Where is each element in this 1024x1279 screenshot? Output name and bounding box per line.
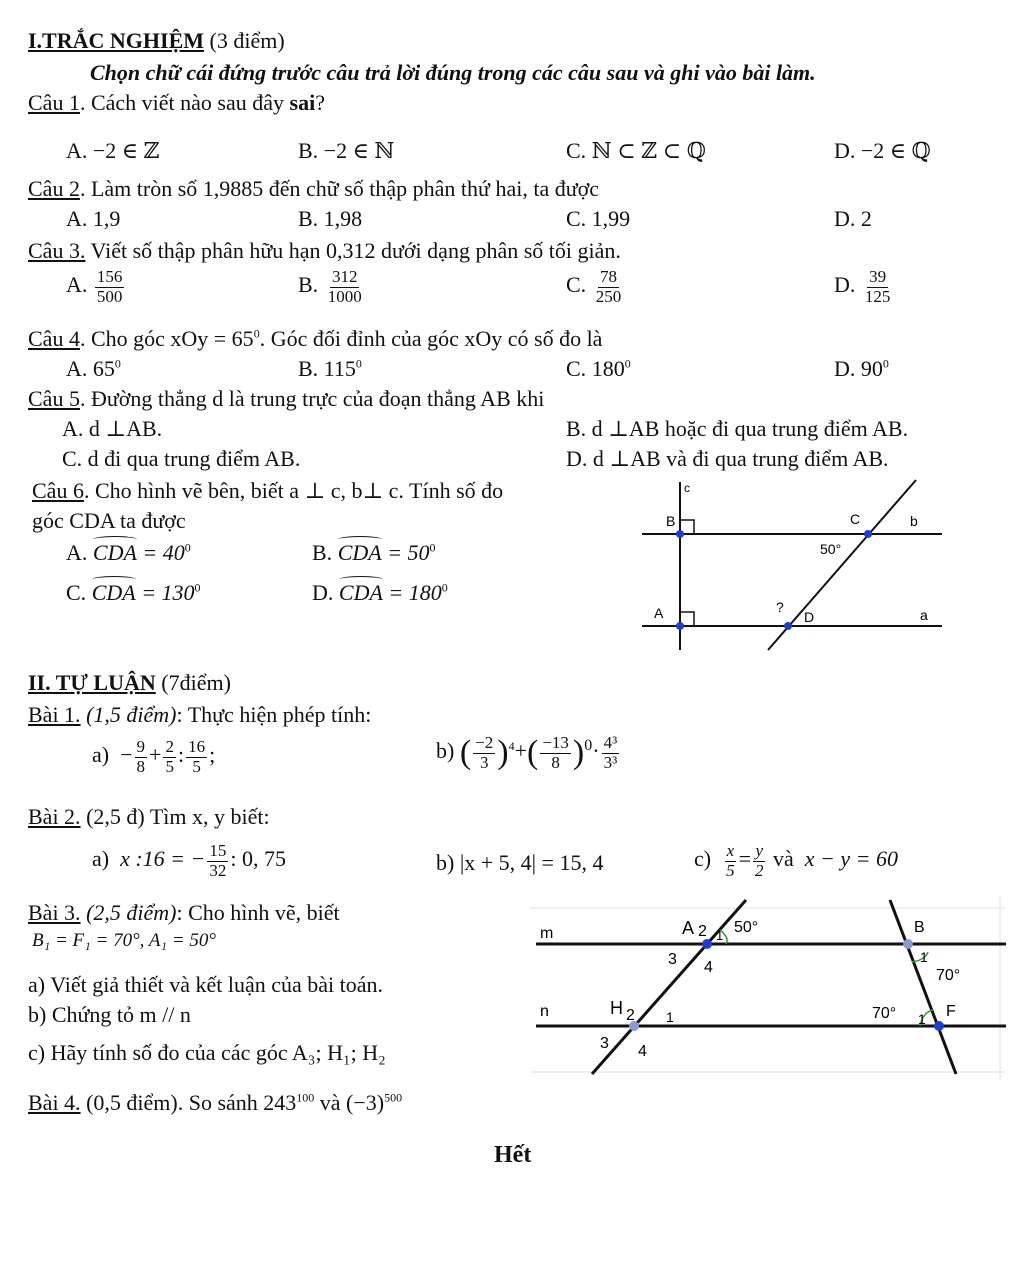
q1-stem bbox=[28, 90, 325, 115]
denominator: 5 bbox=[726, 860, 735, 880]
bai3-given: B₁ = F₁ = 70°, A₁ = 50° bbox=[32, 930, 216, 951]
label-c: c bbox=[684, 481, 690, 495]
point-b bbox=[676, 530, 684, 538]
q6-stem bbox=[32, 478, 503, 503]
point-B bbox=[903, 939, 913, 949]
denominator: 125 bbox=[864, 286, 891, 306]
bai4-text: (0,5 điểm). So sánh bbox=[80, 1090, 264, 1115]
bai4-label: Bài 4. bbox=[28, 1090, 81, 1115]
numerator: 78 bbox=[599, 267, 617, 286]
label-h1: 1 bbox=[666, 1009, 674, 1025]
numerator: 39 bbox=[869, 267, 887, 286]
point-F bbox=[934, 1021, 944, 1031]
angle-symbol: CDA bbox=[337, 540, 382, 565]
numerator: 2 bbox=[165, 737, 174, 756]
q2-opt-c: C. 1,99 bbox=[566, 206, 631, 231]
bai2-b bbox=[436, 850, 603, 875]
label-50: 50° bbox=[734, 919, 759, 936]
numerator: 4³ bbox=[603, 733, 618, 752]
label-a4: 4 bbox=[704, 959, 713, 976]
q4-stem bbox=[28, 326, 602, 351]
q3-opt-b bbox=[298, 268, 366, 306]
denominator: 250 bbox=[595, 286, 622, 306]
opt-value: 180 bbox=[591, 356, 625, 381]
q3-stem bbox=[28, 238, 621, 263]
q6-opt-c bbox=[66, 580, 201, 605]
equation: x − y = 60 bbox=[804, 846, 899, 872]
point-c bbox=[864, 530, 872, 538]
opt-value: = 130 bbox=[141, 580, 195, 605]
conjunction: và bbox=[314, 1090, 347, 1115]
label-70-bottom: 70° bbox=[872, 1005, 897, 1022]
opt-letter: C. bbox=[66, 580, 87, 605]
q6-text: . Cho hình vẽ bên, biết a ⊥ c, b⊥ c. Tính số đo bbox=[83, 478, 504, 503]
fraction bbox=[473, 734, 495, 772]
bai1-stem bbox=[28, 702, 371, 727]
fraction bbox=[724, 842, 737, 880]
q2-opt-d: D. 2 bbox=[834, 206, 872, 231]
opt-value: = 40 bbox=[142, 540, 185, 565]
degree: 0 bbox=[441, 580, 448, 595]
q2-opt-b: B. 1,98 bbox=[298, 206, 363, 231]
label-b: b bbox=[910, 513, 918, 529]
opt-letter: A. bbox=[66, 540, 88, 565]
label-angle-50: 50° bbox=[820, 541, 842, 557]
denominator: 3 bbox=[479, 752, 489, 772]
opt-letter: C. bbox=[566, 356, 587, 381]
degree: 0 bbox=[114, 356, 121, 371]
label-m: m bbox=[540, 925, 554, 942]
degree: 0 bbox=[355, 356, 362, 371]
part1-instruction: Chọn chữ cái đứng trước câu trả lời đúng trong các câu sau và ghi vào bài làm. bbox=[90, 60, 816, 85]
q6-opt-a bbox=[66, 540, 191, 565]
denominator: 8 bbox=[136, 756, 146, 776]
degree: 0 bbox=[184, 540, 191, 555]
part1-title: I.TRẮC NGHIỆM bbox=[28, 28, 205, 53]
conjunction: và bbox=[773, 846, 794, 872]
q3-opt-letter: B. bbox=[298, 272, 319, 298]
fraction bbox=[753, 842, 766, 880]
q1-emph: sai bbox=[289, 90, 316, 115]
label-h4: 4 bbox=[638, 1043, 647, 1060]
bai1-label: Bài 1. bbox=[28, 702, 81, 727]
fraction bbox=[602, 734, 620, 772]
part1-points: (3 điểm) bbox=[209, 28, 285, 53]
bai3-part-b: b) Chứng tỏ m // n bbox=[28, 1002, 191, 1027]
equation-rhs: : 0, 75 bbox=[230, 846, 287, 872]
q1-label: Câu 1 bbox=[28, 90, 80, 115]
q2-label: Câu 2 bbox=[28, 176, 80, 201]
q5-opt-b: B. d ⊥AB hoặc đi qua trung điểm AB. bbox=[566, 416, 909, 441]
bai1-text: : Thực hiện phép tính: bbox=[176, 702, 372, 727]
fraction bbox=[540, 734, 571, 772]
opt-value: 90 bbox=[860, 356, 883, 381]
equation: |x + 5, 4| = 15, 4 bbox=[459, 850, 604, 875]
numerator: 15 bbox=[209, 841, 227, 860]
point-a bbox=[676, 622, 684, 630]
bai3-stem bbox=[28, 900, 340, 925]
denominator: 2 bbox=[755, 860, 764, 880]
degree: 0 bbox=[429, 540, 436, 555]
q6-figure bbox=[630, 474, 950, 654]
q4-opt-c bbox=[566, 356, 631, 381]
bai2-label: Bài 2. bbox=[28, 804, 81, 829]
point-d bbox=[784, 622, 792, 630]
item-label: b) bbox=[436, 850, 455, 875]
q1-opt-c: C. ℕ ⊂ ℤ ⊂ ℚ bbox=[566, 138, 706, 163]
opt-letter: B. bbox=[298, 356, 319, 381]
q5-text: . Đường thẳng d là trung trực của đoạn thẳng AB khi bbox=[79, 386, 545, 411]
bai3-part-a: a) Viết giả thiết và kết luận của bài toán. bbox=[28, 972, 384, 997]
label-n: n bbox=[540, 1003, 549, 1020]
label-a2: 2 bbox=[698, 923, 707, 940]
bai2-c: c) $\frac{x}{5}$ = $\frac{y}{2}$ và x − y = 60 bbox=[694, 841, 899, 880]
numerator: y bbox=[755, 841, 764, 860]
label-b1: 1 bbox=[920, 949, 928, 965]
bai1-b: b) ( $\frac{-2}{3}$ )$^4$+( $\frac{-13}{8}$ )$^0$· $\frac{\text{4³}}{\text{3³}}$ bbox=[436, 733, 618, 772]
q3-opt-letter: D. bbox=[834, 272, 856, 298]
bai3-label: Bài 3. bbox=[28, 900, 81, 925]
label-70-top: 70° bbox=[936, 967, 961, 984]
bai2-stem bbox=[28, 804, 270, 829]
item-label: a) bbox=[92, 742, 110, 768]
denominator: 3³ bbox=[603, 752, 618, 772]
exponent: 100 bbox=[296, 1090, 315, 1105]
q6-label: Câu 6 bbox=[32, 478, 84, 503]
label-B: B bbox=[914, 919, 925, 936]
opt-letter: D. bbox=[312, 580, 334, 605]
equation-lhs: x :16 = − bbox=[120, 846, 206, 872]
base: 243 bbox=[263, 1090, 297, 1115]
opt-letter: A. bbox=[66, 356, 88, 381]
exponent: 500 bbox=[384, 1090, 403, 1105]
denominator: 5 bbox=[192, 756, 201, 776]
q3-opt-a bbox=[66, 268, 126, 306]
item-label: a) bbox=[92, 846, 110, 872]
q3-opt-c bbox=[566, 268, 625, 306]
q1-opt-b: B. −2 ∈ ℕ bbox=[298, 138, 395, 163]
fraction bbox=[207, 842, 228, 880]
numerator: 312 bbox=[331, 267, 358, 286]
label-A: A bbox=[682, 918, 695, 938]
label-h3: 3 bbox=[600, 1035, 609, 1052]
item-label: b) bbox=[436, 738, 455, 764]
numerator: −2 bbox=[475, 733, 494, 752]
bai2-text: (2,5 đ) Tìm x, y biết: bbox=[80, 804, 270, 829]
numerator: x bbox=[726, 841, 735, 860]
label-D: D bbox=[804, 609, 815, 625]
bai3-part-c: c) Hãy tính số đo của các góc A₃; H₁; H₂ bbox=[28, 1040, 386, 1065]
q4-text: . Cho góc xOy = 65 bbox=[79, 326, 254, 351]
bai4-stem bbox=[28, 1090, 402, 1115]
angle-symbol: CDA bbox=[92, 540, 137, 565]
degree: 0 bbox=[882, 356, 889, 371]
q6-stem-line2: góc CDA ta được bbox=[32, 508, 186, 533]
q4-label: Câu 4 bbox=[28, 326, 80, 351]
q4-opt-b bbox=[298, 356, 362, 381]
part1-heading bbox=[28, 28, 285, 53]
denominator: 8 bbox=[551, 752, 560, 772]
opt-letter: D. bbox=[834, 356, 856, 381]
q3-opt-d bbox=[834, 268, 894, 306]
q6-opt-b bbox=[312, 540, 436, 565]
angle-symbol: CDA bbox=[338, 580, 383, 605]
denominator: 1000 bbox=[327, 286, 362, 306]
q1-text: . Cách viết nào sau đây bbox=[79, 90, 290, 115]
part2-heading bbox=[28, 670, 231, 695]
label-a3: 3 bbox=[668, 951, 677, 968]
label-a: a bbox=[920, 607, 928, 623]
end-mark: Hết bbox=[494, 1142, 532, 1168]
q5-opt-a: A. d ⊥AB. bbox=[62, 416, 163, 441]
q3-opt-letter: C. bbox=[566, 272, 587, 298]
q2-opt-a: A. 1,9 bbox=[66, 206, 121, 231]
q3-fraction bbox=[95, 268, 125, 306]
label-H: H bbox=[610, 998, 623, 1018]
fraction bbox=[163, 738, 176, 776]
q5-opt-d: D. d ⊥AB và đi qua trung điểm AB. bbox=[566, 446, 889, 471]
numerator: 9 bbox=[136, 737, 146, 756]
q3-fraction bbox=[594, 268, 624, 306]
fraction bbox=[186, 738, 207, 776]
exponent: 0 bbox=[584, 736, 593, 754]
label-h2: 2 bbox=[626, 1007, 635, 1024]
bai2-a bbox=[92, 842, 286, 880]
transversal-left bbox=[592, 900, 746, 1074]
q4-opt-d bbox=[834, 356, 889, 381]
bai3-figure bbox=[530, 896, 1006, 1080]
bai3-text: : Cho hình vẽ, biết bbox=[176, 900, 340, 925]
q1-opt-a: A. −2 ∈ ℤ bbox=[66, 138, 160, 163]
base: (−3) bbox=[346, 1090, 385, 1115]
label-a1: 1 bbox=[716, 928, 724, 943]
label-F: F bbox=[946, 1003, 956, 1020]
numerator: 156 bbox=[96, 267, 123, 286]
q6-opt-d bbox=[312, 580, 448, 605]
q3-fraction bbox=[863, 268, 893, 306]
q3-label: Câu 3. bbox=[28, 238, 86, 263]
label-f1: 1 bbox=[918, 1011, 926, 1027]
q1-opt-d: D. −2 ∈ ℚ bbox=[834, 138, 931, 163]
q5-opt-c: C. d đi qua trung điểm AB. bbox=[62, 446, 301, 471]
label-C: C bbox=[850, 511, 861, 527]
q5-label: Câu 5 bbox=[28, 386, 80, 411]
opt-letter: B. bbox=[312, 540, 333, 565]
opt-value: 115 bbox=[323, 356, 356, 381]
numerator: −13 bbox=[542, 733, 569, 752]
denominator: 32 bbox=[209, 860, 227, 880]
q2-stem bbox=[28, 176, 599, 201]
numerator: 16 bbox=[188, 737, 206, 756]
bai1-a: a) − $\frac{9}{8}$ + $\frac{2}{5}$ : $\frac{16}{5}$ ; bbox=[92, 737, 216, 776]
q4-text2: . Góc đối đỉnh của góc xOy có số đo là bbox=[259, 326, 603, 351]
degree: 0 bbox=[194, 580, 201, 595]
denominator: 500 bbox=[96, 286, 123, 306]
q5-stem bbox=[28, 386, 544, 411]
part2-points: (7điểm) bbox=[161, 670, 231, 695]
q4-opt-a bbox=[66, 356, 121, 381]
q2-text: . Làm tròn số 1,9885 đến chữ số thập phân thứ hai, ta được bbox=[79, 176, 600, 201]
fraction bbox=[135, 738, 148, 776]
q1-qmark: ? bbox=[315, 90, 325, 115]
item-label: c) bbox=[694, 846, 712, 872]
q3-opt-letter: A. bbox=[66, 272, 88, 298]
bai3-points: (2,5 điểm) bbox=[80, 900, 177, 925]
label-A: A bbox=[654, 605, 664, 621]
bai1-points: (1,5 điểm) bbox=[80, 702, 177, 727]
q3-fraction bbox=[326, 268, 364, 306]
opt-value: 65 bbox=[92, 356, 115, 381]
label-question: ? bbox=[776, 599, 784, 615]
denominator: 5 bbox=[165, 756, 174, 776]
exponent: 4 bbox=[508, 738, 515, 753]
part2-title: II. TỰ LUẬN bbox=[28, 670, 156, 695]
point-A bbox=[702, 939, 712, 949]
degree: 0 bbox=[624, 356, 631, 371]
opt-value: = 180 bbox=[388, 580, 442, 605]
angle-symbol: CDA bbox=[91, 580, 136, 605]
q3-text: Viết số thập phân hữu hạn 0,312 dưới dạng phân số tối giản. bbox=[85, 238, 621, 263]
q4-degree: 0 bbox=[253, 326, 260, 341]
opt-value: = 50 bbox=[387, 540, 430, 565]
label-B: B bbox=[666, 513, 676, 529]
